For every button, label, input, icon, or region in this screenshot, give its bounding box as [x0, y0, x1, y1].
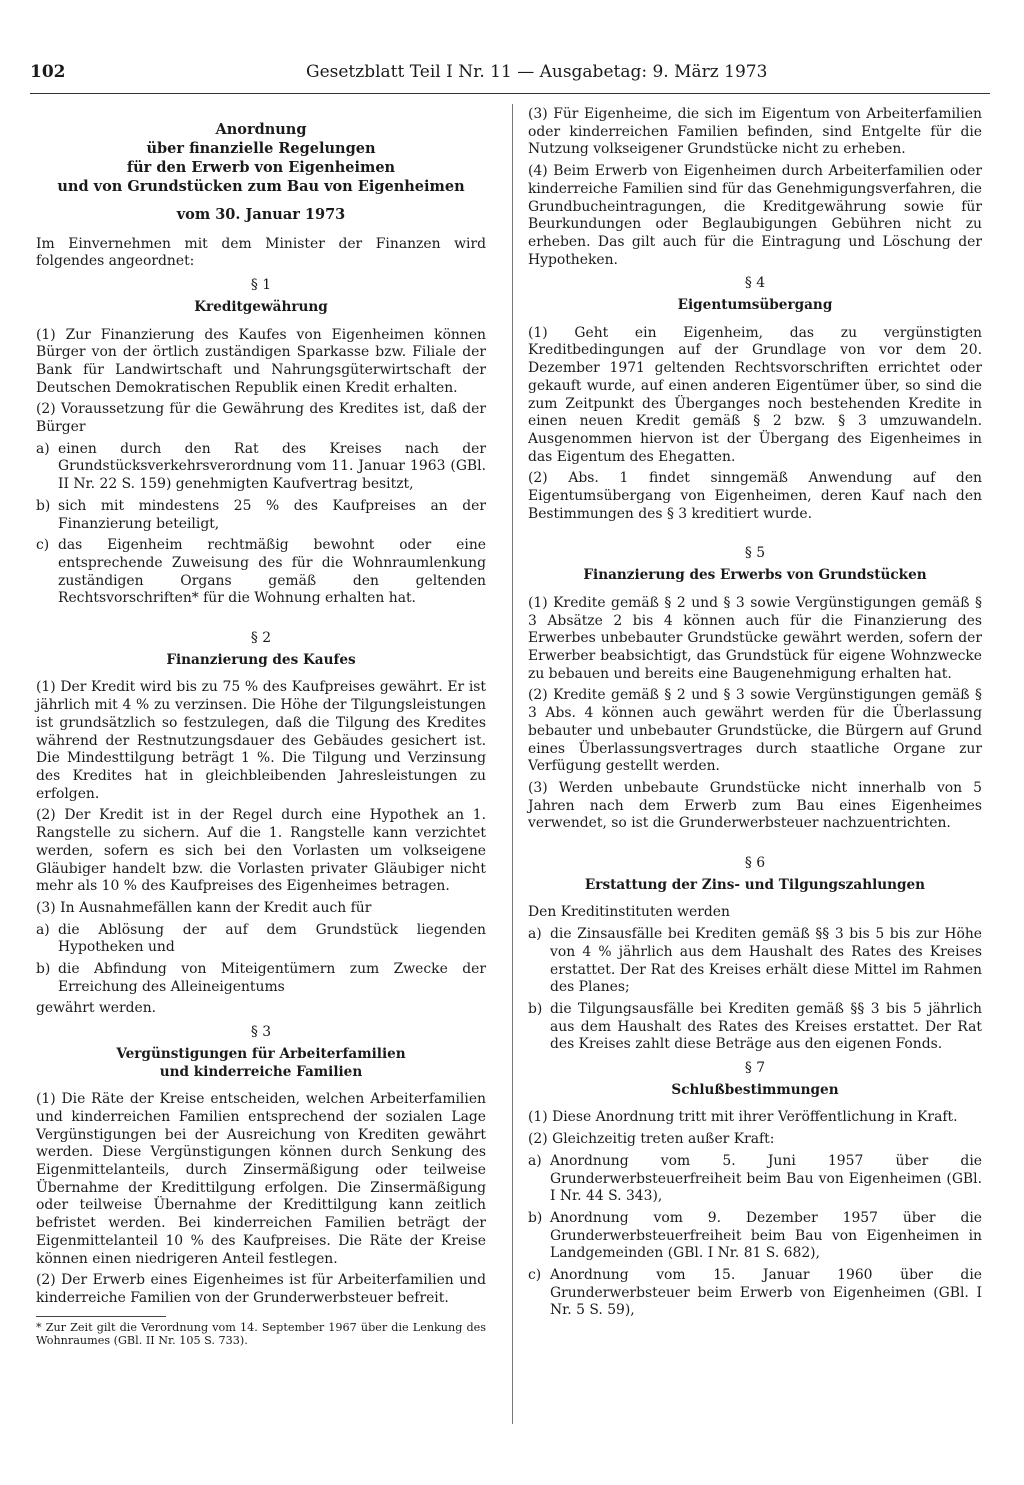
footnote-rule [36, 1316, 166, 1317]
item-label: b) [528, 1000, 543, 1017]
section-heading: Kreditgewährung [194, 298, 328, 315]
section-number: § 6 [744, 855, 766, 872]
page-number: 102 [30, 62, 66, 82]
paragraph: (3) Werden unbebaute Grundstücke nicht innerhalb von 5 Jahren nach dem Erwerb zum Bau eines Eigenheimes verwendet, so ist die Grunderwerbsteuer nachzuentrichten. [528, 779, 982, 832]
list-item [528, 926, 982, 997]
list-item [36, 498, 486, 533]
section-heading [36, 1046, 486, 1081]
paragraph: Den Kreditinstituten werden [528, 904, 730, 921]
paragraph: (1) Zur Finanzierung des Kaufes von Eigenheimen können Bürger von der örtlich zuständigen Sparkasse bzw. Filiale der Bank für Landwirtschaft und Nahrungsgüterwirtschaft der Deutschen Demokratischen Republik einen Kredit erhalten. [36, 326, 486, 396]
item-text: Anordnung vom 5. Juni 1957 über die Grunderwerbsteuerfreiheit beim Bau von Eigenheimen (GBl. I Nr. 44 S. 343), [550, 1152, 982, 1205]
paragraph: (1) Diese Anordnung tritt mit ihrer Veröffentlichung in Kraft. [528, 1109, 958, 1126]
paragraph: (3) In Ausnahmefällen kann der Kredit auch für [36, 899, 372, 916]
section-number: § 7 [744, 1060, 766, 1077]
list-item [36, 961, 486, 996]
section-heading: Finanzierung des Erwerbs von Grundstücken [583, 567, 927, 584]
paragraph: (1) Die Räte der Kreise entscheiden, welchen Arbeiterfamilien und kinderreichen Familien entsprechend der sozialen Lage Vergünstigungen bei der Ausreichung von Krediten gewährt werden. Diese Vergünstigungen können durch Senkung des Eigenmittelanteils, durch Zinsermäßigung oder teilweise Übernahme der Kredittilgung erfolgen. Die Zinsermäßigung oder teilweise Übernahme der Kredittilgung kann zeitlich befristet werden. Bei kinderreichen Familien beträgt der Eigenmittelanteil 10 % des Kaufpreises. Die Räte der Kreise können einen niedrigeren Anteil festlegen. [36, 1091, 486, 1267]
column-separator [512, 104, 513, 1424]
preamble: Im Einvernehmen mit dem Minister der Finanzen wird folgendes angeordnet: [36, 235, 486, 270]
list-item [528, 1267, 982, 1320]
list-item [36, 441, 486, 494]
section-heading: Schlußbestimmungen [671, 1081, 839, 1098]
item-text: einen durch den Rat des Kreises nach der Grundstücksverkehrsverordnung vom 11. Januar 1963 (GBl. II Nr. 22 S. 159) genehmigten Kaufvertrag besitzt, [58, 440, 486, 493]
running-title: Gesetzblatt Teil I Nr. 11 — Ausgabetag: 9. März 1973 [306, 62, 768, 82]
item-text: die Tilgungsausfälle bei Krediten gemäß §§ 3 bis 5 jährlich aus dem Haushalt des Rates des Kreises erstattet. Der Rat des Kreises zahlt diese Beträge aus den eigenen Fonds. [550, 1000, 982, 1053]
item-text: Anordnung vom 9. Dezember 1957 über die Grunderwerbsteuerfreiheit beim Bau von Eigenheimen in Landgemeinden (GBl. I Nr. 81 S. 682), [550, 1209, 982, 1262]
item-text: das Eigenheim rechtmäßig bewohnt oder eine entsprechende Zuweisung des für die Wohnraumlenkung zuständigen Organs gemäß den geltenden Rechtsvorschriften* für die Wohnung erhalten hat. [58, 537, 486, 607]
paragraph: (1) Kredite gemäß § 2 und § 3 sowie Vergünstigungen gemäß § 3 Absätze 2 bis 4 können auch für die Finanzierung des Erwerbes unbebauter Grundstücke gewährt werden, sofern der Erwerber beabsichtigt, das Grundstück für eigene Wohnzwecke zu bebauen und bereits eine Baugenehmigung erhalten hat. [528, 594, 982, 682]
item-label: c) [36, 537, 50, 554]
left-column [36, 106, 486, 1348]
item-label: a) [528, 1152, 542, 1169]
title-line: über finanzielle Regelungen [146, 140, 376, 157]
item-text: sich mit mindestens 25 % des Kaufpreises an der Finanzierung beteiligt, [58, 497, 486, 532]
list-item [36, 537, 486, 608]
item-text: die Abfindung von Miteigentümern zum Zwecke der Erreichung des Alleineigentums [58, 961, 486, 995]
heading-line: Vergünstigungen für Arbeiterfamilien [116, 1045, 406, 1062]
document-date: vom 30. Januar 1973 [176, 206, 346, 223]
item-label: b) [36, 497, 51, 514]
item-text: Anordnung vom 15. Januar 1960 über die Grunderwerbsteuer beim Erwerb von Eigenheimen (GBl. I Nr. 5 S. 59), [550, 1267, 982, 1319]
item-label: a) [36, 921, 50, 938]
paragraph: (4) Beim Erwerb von Eigenheimen durch Arbeiterfamilien oder kinderreiche Familien sind für das Genehmigungsverfahren, die Grundbucheintragungen, die Kreditgewährung sowie für Beurkundungen oder Beglaubigungen Gebühren nicht zu erheben. Das gilt auch für die Eintragung und Löschung der Hypotheken. [528, 163, 982, 268]
section-heading: Finanzierung des Kaufes [166, 651, 356, 668]
section-heading: Erstattung der Zins- und Tilgungszahlungen [584, 876, 926, 893]
title-line: und von Grundstücken zum Bau von Eigenheimen [57, 178, 465, 195]
section-number: § 2 [250, 630, 272, 647]
paragraph: (3) Für Eigenheime, die sich im Eigentum von Arbeiterfamilien oder kinderreichen Familien befinden, sind Entgelte für die Nutzung volkseigener Grundstücke nicht zu erheben. [528, 106, 982, 158]
paragraph: (1) Der Kredit wird bis zu 75 % des Kaufpreises gewährt. Er ist jährlich mit 4 % zu verzinsen. Die Höhe der Tilgungsleistungen ist grundsätzlich so festzulegen, daß die Tilgung des Kredites während der Restnutzungsdauer des Gebäudes gesichert ist. Die Mindesttilgung beträgt 1 %. Die Tilgung und Verzinsung des Kredites hat in gleichbleibenden Jahresleistungen zu erfolgen. [36, 679, 486, 802]
footnote: * Zur Zeit gilt die Verordnung vom 14. September 1967 über die Lenkung des Wohnraumes (GBl. II Nr. 105 S. 733). [36, 1320, 486, 1348]
paragraph: gewährt werden. [36, 1000, 157, 1017]
header-rule [30, 93, 990, 94]
list-item [528, 1210, 982, 1263]
paragraph: (2) Voraussetzung für die Gewährung des Kredites ist, daß der Bürger [36, 401, 486, 436]
item-text: die Ablösung der auf dem Grundstück liegenden Hypotheken und [58, 921, 486, 956]
heading-line: und kinderreiche Familien [159, 1063, 363, 1080]
document-title [36, 120, 486, 196]
title-line: für den Erwerb von Eigenheimen [126, 159, 396, 176]
section-number: § 3 [250, 1024, 272, 1041]
item-label: a) [36, 440, 50, 457]
page-header [30, 62, 990, 86]
item-label: b) [528, 1209, 543, 1226]
list-item [528, 1153, 982, 1206]
list-item [36, 922, 486, 957]
list-item [528, 1001, 982, 1054]
paragraph: (2) Abs. 1 findet sinngemäß Anwendung auf den Eigentumsübergang von Eigenheimen, deren Kauf nach den Bestimmungen des § 3 kreditiert wurde. [528, 470, 982, 522]
paragraph: (2) Kredite gemäß § 2 und § 3 sowie Vergünstigungen gemäß § 3 Abs. 4 können auch gewährt werden für die Überlassung bebauter und unbebauter Grundstücke, die Bürgern auf Grund eines Überlassungsvertrages durch staatliche Organe zur Verfügung gestellt werden. [528, 687, 982, 775]
item-label: b) [36, 961, 51, 978]
paragraph: (2) Der Erwerb eines Eigenheimes ist für Arbeiterfamilien und kinderreiche Familien von der Grunderwerbsteuer befreit. [36, 1272, 486, 1306]
section-heading: Eigentumsübergang [677, 297, 833, 314]
section-number: § 5 [744, 545, 766, 562]
title-line: Anordnung [215, 121, 307, 138]
paragraph: (1) Geht ein Eigenheim, das zu vergünstigten Kreditbedingungen auf der Grundlage von vor dem 20. Dezember 1971 geltenden Rechtsvorschriften errichtet oder gekauft wurde, auf einen anderen Eigentümer über, so sind die zum Zeitpunkt des Überganges noch bestehenden Kredite in einen neuen Kredit gemäß § 2 bzw. § 3 umzuwandeln. Ausgenommen hiervon ist der Übergang des Eigenheimes in das Eigentum des Ehegatten. [528, 324, 982, 465]
item-label: a) [528, 926, 542, 943]
section-number: § 1 [250, 277, 272, 294]
paragraph: (2) Der Kredit ist in der Regel durch eine Hypothek an 1. Rangstelle zu sichern. Auf die 1. Rangstelle kann verzichtet werden, sofern es sich bei den Vorlasten um volkseigene Gläubiger handelt bzw. die Vorlasten privater Gläubiger nicht mehr als 10 % des Kaufpreises des Eigenheimes betragen. [36, 807, 486, 895]
paragraph: (2) Gleichzeitig treten außer Kraft: [528, 1131, 775, 1148]
item-text: die Zinsausfälle bei Krediten gemäß §§ 3 bis 5 bis zur Höhe von 4 % jährlich aus dem Haushalt des Rates des Kreises erstattet. Der Rat des Kreises erhält diese Mittel im Rahmen des Planes; [550, 926, 982, 996]
section-number: § 4 [744, 275, 766, 292]
item-label: c) [528, 1267, 542, 1284]
right-column [528, 106, 982, 1324]
